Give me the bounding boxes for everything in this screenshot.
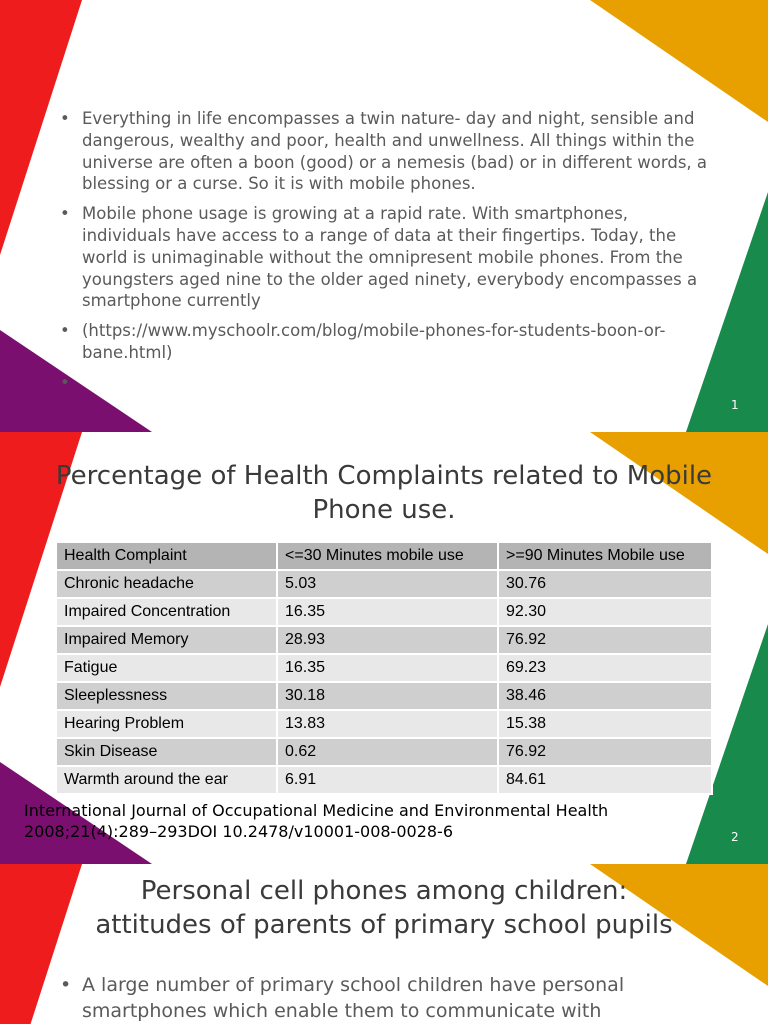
table-cell: Fatigue [56, 654, 277, 682]
bullet-item: • Everything in life encompasses a twin nature- day and night, sensible and dangerous, wealthy and poor, health and unwellness. All things within the universe are often a boon (good) or a nemesis (bad) or in different words, a blessing or a curse. So it is with mobile phones. [60, 108, 720, 195]
table-cell: Warmth around the ear [56, 766, 277, 794]
slide-3 [0, 864, 768, 1024]
slide-title [40, 874, 728, 942]
table-row [56, 654, 712, 682]
slide-title: Percentage of Health Complaints related to Mobile Phone use. [55, 461, 713, 525]
table-row [56, 738, 712, 766]
bullet-item: • A large number of primary school children have personal smartphones which enable them to communicate with [60, 972, 720, 1024]
table-cell: 30.76 [498, 570, 712, 598]
table-row [56, 626, 712, 654]
slide-2 [0, 432, 768, 864]
gold-triangle [590, 0, 768, 122]
table-cell: 28.93 [277, 626, 498, 654]
slide-1 [0, 0, 768, 432]
table-cell: 69.23 [498, 654, 712, 682]
table-cell: Chronic headache [56, 570, 277, 598]
table-cell: Impaired Memory [56, 626, 277, 654]
table-cell: 0.62 [277, 738, 498, 766]
table-cell: 6.91 [277, 766, 498, 794]
table-row [56, 682, 712, 710]
column-header: Health Complaint [56, 542, 277, 570]
title-line: attitudes of parents of primary school pupils [95, 910, 673, 940]
health-complaints-table [55, 541, 713, 795]
table-cell: 5.03 [277, 570, 498, 598]
slide-1-bullet-list [60, 108, 720, 372]
table-cell: 76.92 [498, 626, 712, 654]
bullet-item: • Mobile phone usage is growing at a rapid rate. With smartphones, individuals have access to a range of data at their fingertips. Today, the world is unimaginable without the omnipresent mobile phones. From the youngsters aged nine to the older aged ninety, everybody encompasses a smartphone currently [60, 203, 720, 312]
page-number: 1 [731, 398, 739, 412]
table-cell: 13.83 [277, 710, 498, 738]
table-row [56, 710, 712, 738]
table-cell: 92.30 [498, 598, 712, 626]
citation-line: International Journal of Occupational Medicine and Environmental Health [24, 801, 609, 820]
table-cell: Impaired Concentration [56, 598, 277, 626]
table-row [56, 598, 712, 626]
table-cell: 15.38 [498, 710, 712, 738]
title-line: Personal cell phones among children: [140, 876, 628, 906]
table-cell: 76.92 [498, 738, 712, 766]
table-cell: Sleeplessness [56, 682, 277, 710]
bullet-item-source-link: • (https://www.myschoolr.com/blog/mobile-phones-for-students-boon-or-bane.html) [60, 320, 720, 364]
table-cell: 84.61 [498, 766, 712, 794]
table-cell: Hearing Problem [56, 710, 277, 738]
table-cell: 38.46 [498, 682, 712, 710]
citation [24, 800, 684, 842]
page-number: 2 [731, 830, 739, 844]
column-header: <=30 Minutes mobile use [277, 542, 498, 570]
column-header: >=90 Minutes Mobile use [498, 542, 712, 570]
table-cell: Skin Disease [56, 738, 277, 766]
table-header-row [56, 542, 712, 570]
table-cell: 16.35 [277, 654, 498, 682]
table-cell: 16.35 [277, 598, 498, 626]
table-row [56, 766, 712, 794]
table-cell: 30.18 [277, 682, 498, 710]
table-row [56, 570, 712, 598]
citation-line: 2008;21(4):289–293DOI 10.2478/v10001-008-0028-6 [24, 822, 453, 841]
slide-3-bullet-list [60, 972, 720, 1024]
